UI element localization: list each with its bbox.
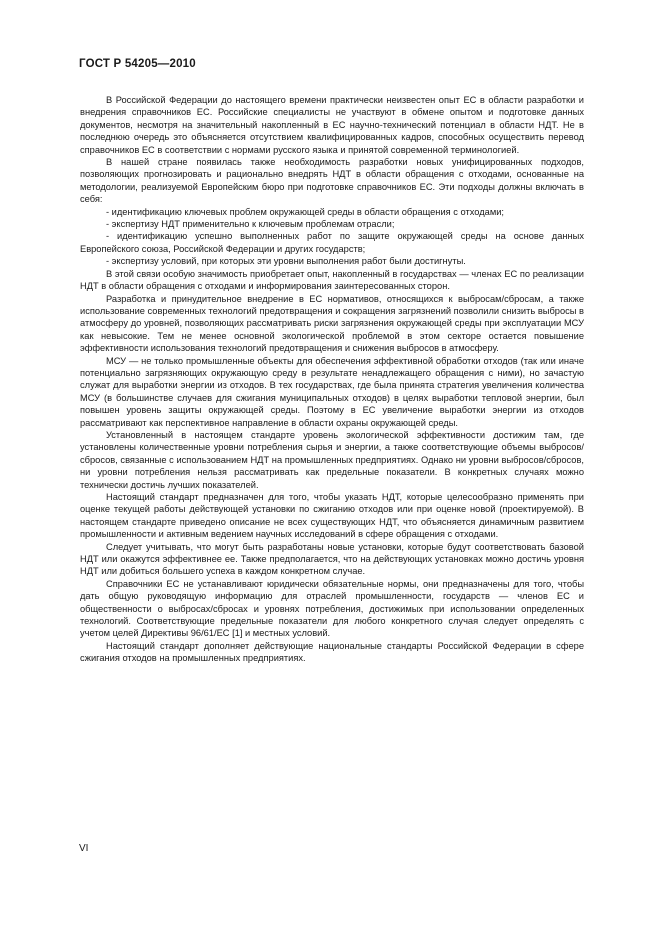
paragraph: МСУ — не только промышленные объекты для обеспечения эффективной обработки отходов (так или иначе потенциально загрязняющих окружающую среду в результате ненадлежащего обращения с ними), но зачастую служат для выработки энергии из отходов. В тех государствах, где была принята стратегия увеличения количества МСУ (в большинстве случаев для сжигания муниципальных отходов) в целях выработки тепловой энергии, был повышен уровень защиты окружающей среды. Поэтому в ЕС увеличение выработки энергии из отходов рассматривают как перспективное направление в области охраны окружающей среды.: [80, 355, 584, 428]
paragraph: В Российской Федерации до настоящего времени практически неизвестен опыт ЕС в области разработки и внедрения справочников ЕС. Российские специалисты не участвуют в обмене опытом и подготовке данных документов, несмотря на значительный накопленный в ЕС научно-технический потенциал в области НДТ. Не в последнюю очередь это объясняется отсутствием квалифицированных кадров, способных осуществить перевод справочников ЕС в соответствии с нормами русского языка и принятой современной терминологией.: [80, 95, 584, 155]
body-text: [80, 94, 584, 665]
paragraph: Установленный в настоящем стандарте уровень экологической эффективности достижим там, где установлены количественные уровни потребления сырья и энергии, а также соответствующие объемы выбросов/сбросов, связанные с использованием НДТ на промышленных предприятиях. Однако ни уровни выбросов/сбросов, ни уровни потребления нельзя рассматривать как предельные показатели. В конкретных случаях можно технически достичь лучших показателей.: [80, 429, 584, 490]
paragraph: Справочники ЕС не устанавливают юридически обязательные нормы, они предназначены для того, чтобы дать общую руководящую информацию для отраслей промышленности, государств — членов ЕС и общественности о выбросах/сбросах и уровнях потребления, достижимых при использовании определенных технологий. Соответствующие предельные показатели для любого конкретного случая следует определять с учетом целей Директивы 96/61/ЕС [1] и местных условий.: [80, 578, 584, 639]
paragraph: Разработка и принудительное внедрение в ЕС нормативов, относящихся к выбросам/сбросам, а также использование современных технологий предотвращения и сокращения загрязнений позволили снизить выбросы в атмосферу до уровней, позволяющих рассматривать риски загрязнения окружающей среды при эксплуатации МСУ как невысокие. Тем не менее основной экологической проблемой в этом секторе остается повышение эффективности использования технологий предотвращения и снижения выбросов в атмосферу.: [80, 293, 584, 354]
list-item: - идентификацию успешно выполненных работ по защите окружающей среды на основе данных Европейского союза, Российской Федерации и других государств;: [80, 231, 584, 254]
paragraph: В этой связи особую значимость приобретает опыт, накопленный в государствах — членах ЕС по реализации НДТ в области обращения с отходами и информирования заинтересованных сторон.: [80, 268, 584, 292]
document-header: ГОСТ Р 54205—2010: [79, 58, 196, 70]
list-item: - идентификацию ключевых проблем окружающей среды в области обращения с отходами;: [106, 206, 504, 217]
page-number: VI: [79, 843, 89, 854]
paragraph: Следует учитывать, что могут быть разработаны новые установки, которые будут соответствовать базовой НДТ или окажутся эффективнее ее. Также предполагается, что на действующих установках можно достичь уровня НДТ или добиться большего успеха в каждом конкретном случае.: [80, 541, 584, 577]
paragraph: В нашей стране появилась также необходимость разработки новых унифицированных подходов, позволяющих прогнозировать и рационально внедрять НДТ в области обращения с отходами, основанные на методологии, реализуемой Европейским бюро при подготовке справочников ЕС. Эти подходы должны включать в себя:: [80, 157, 584, 205]
paragraph: Настоящий стандарт дополняет действующие национальные стандарты Российской Федерации в сфере сжигания отходов на промышленных предприятиях.: [80, 640, 584, 664]
paragraph: Настоящий стандарт предназначен для того, чтобы указать НДТ, которые целесообразно применять при оценке текущей работы действующей установки по сжиганию отходов или при оценке новой (проектируемой). В настоящем стандарте приведено описание не всех существующих НДТ, что объясняется динамичным развитием промышленности и активным ведением научных исследований в сфере обращения с отходами.: [80, 492, 584, 540]
list-item: - экспертизу НДТ применительно к ключевым проблемам отрасли;: [106, 219, 395, 230]
list-item: - экспертизу условий, при которых эти уровни выполнения работ были достигнуты.: [106, 256, 466, 267]
